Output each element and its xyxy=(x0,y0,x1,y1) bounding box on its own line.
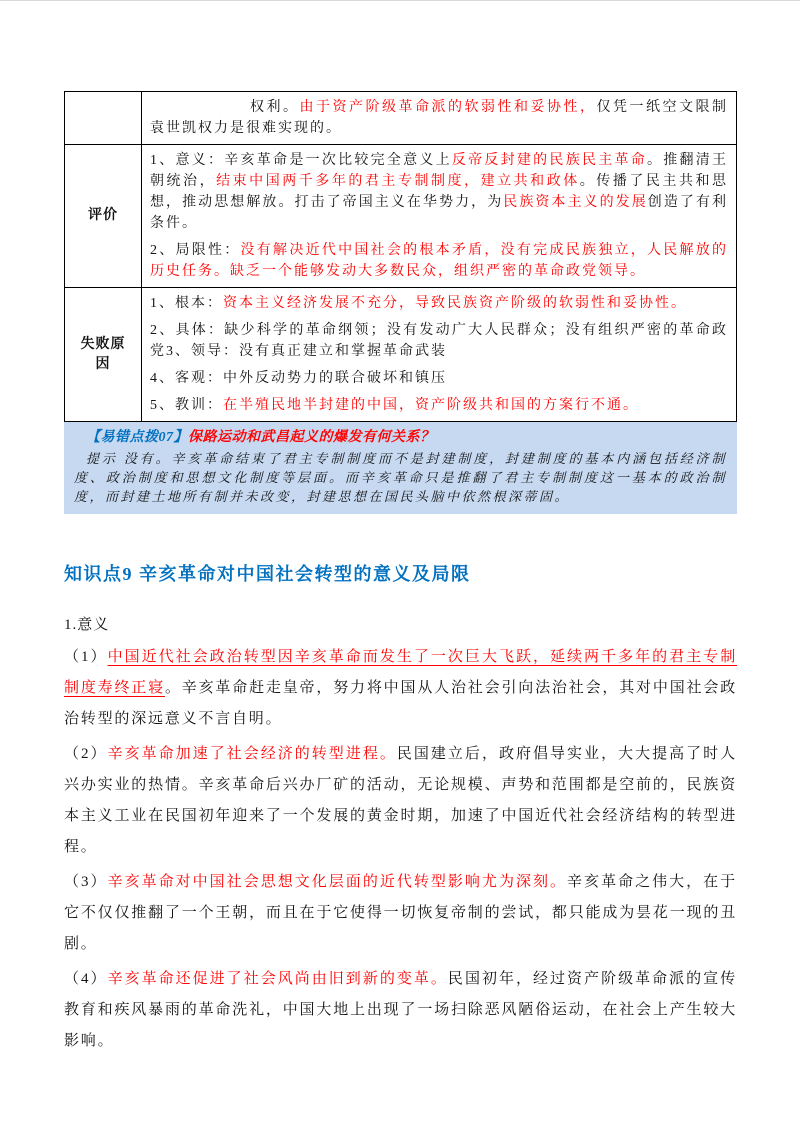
subheading-significance: 1.意义 xyxy=(64,617,110,633)
table-row-failure-reasons xyxy=(65,288,737,422)
paragraph-political-transition: （1）中国近代社会政治转型因辛亥革命而发生了一次巨大飞跃，延续两千多年的君主专制制度寿终正寝。辛亥革命赶走皇帝，努力将中国从人治社会引向法治社会，其对中国社会政治转型的深远意义不言自明。 xyxy=(64,649,737,727)
paragraph-social-customs: （4）辛亥革命还促进了社会风尚由旧到新的变革。民国初年，经过资产阶级革命派的宣传教育和疾风暴雨的革命洗礼，中国大地上出现了一场扫除恶风陋俗运动，在社会上产生较大影响。 xyxy=(64,971,737,1049)
table-row-continuation xyxy=(65,92,737,145)
tip-box-title: 【易错点拨07】保路运动和武昌起义的爆发有何关系？ xyxy=(86,430,435,445)
tip-box-body: 提示 没有。辛亥革命结束了君主专制制度而不是封建制度，封建制度的基本内涵包括经济制度、政治制度和思想文化制度等层面。而辛亥革命只是推翻了君主专制制度这一基本的政治制度，而封建土地所有制并未改变，封建思想在国民头脑中依然根深蒂固。 xyxy=(74,451,727,504)
table-paragraph-significance: 1、意义：辛亥革命是一次比较完全意义上反帝反封建的民族民主革命。推翻清王朝统治，结束中国两千多年的君主专制制度，建立共和政体。传播了民主共和思想，推动思想解放。打击了帝国主义在华势力，为民族资本主义的发展创造了有利条件。 xyxy=(150,153,729,231)
knowledge-point-heading: 知识点9 辛亥革命对中国社会转型的意义及局限 xyxy=(64,564,471,584)
paragraph-economic-transition: （2）辛亥革命加速了社会经济的转型进程。民国建立后，政府倡导实业，大大提高了时人兴办实业的热情。辛亥革命后兴办厂矿的活动，无论规模、声势和范围都是空前的，民族资本主义工业在民国初年迎来了一个发展的黄金时期，加速了中国近代社会经济结构的转型进程。 xyxy=(64,746,737,855)
table-paragraph-limitations: 2、局限性：没有解决近代中国社会的根本矛盾，没有完成民族独立，人民解放的历史任务。缺乏一个能够发动大多数民众，组织严密的革命政党领导。 xyxy=(150,243,729,279)
failure-reason-objective: 4、客观：中外反动势力的联合破坏和镇压 xyxy=(150,371,447,386)
table-paragraph: 权利。由于资产阶级革命派的软弱性和妥协性，仅凭一纸空文限制袁世凯权力是很难实现的。 xyxy=(150,100,728,136)
table-row-evaluation xyxy=(65,145,737,288)
failure-reason-specific-leadership: 2、具体：缺少科学的革命纲领；没有发动广大人民群众；没有组织严密的革命政党3、领导：没有真正建立和掌握革命武装 xyxy=(150,323,728,359)
paragraph-cultural-transition: （3）辛亥革命对中国社会思想文化层面的近代转型影响尤为深刻。辛亥革命之伟大，在于它不仅仅推翻了一个王朝，而且在于它使得一切恢复帝制的尝试，都只能成为昙花一现的丑剧。 xyxy=(64,874,737,952)
row-label-failure-reasons: 失败原因 xyxy=(65,288,142,422)
row-label-evaluation: 评价 xyxy=(65,145,142,288)
row-content-evaluation xyxy=(142,145,737,288)
failure-reason-root: 1、根本：资本主义经济发展不充分，导致民族资产阶级的软弱性和妥协性。 xyxy=(150,296,687,311)
row-content-failure-reasons xyxy=(142,288,737,422)
revolution-summary-table xyxy=(64,91,737,422)
error-prone-tip-box xyxy=(64,422,737,514)
failure-reason-lesson: 5、教训：在半殖民地半封建的中国，资产阶级共和国的方案行不通。 xyxy=(150,398,639,413)
row-content-continuation xyxy=(142,92,737,145)
row-label-empty xyxy=(65,92,142,145)
